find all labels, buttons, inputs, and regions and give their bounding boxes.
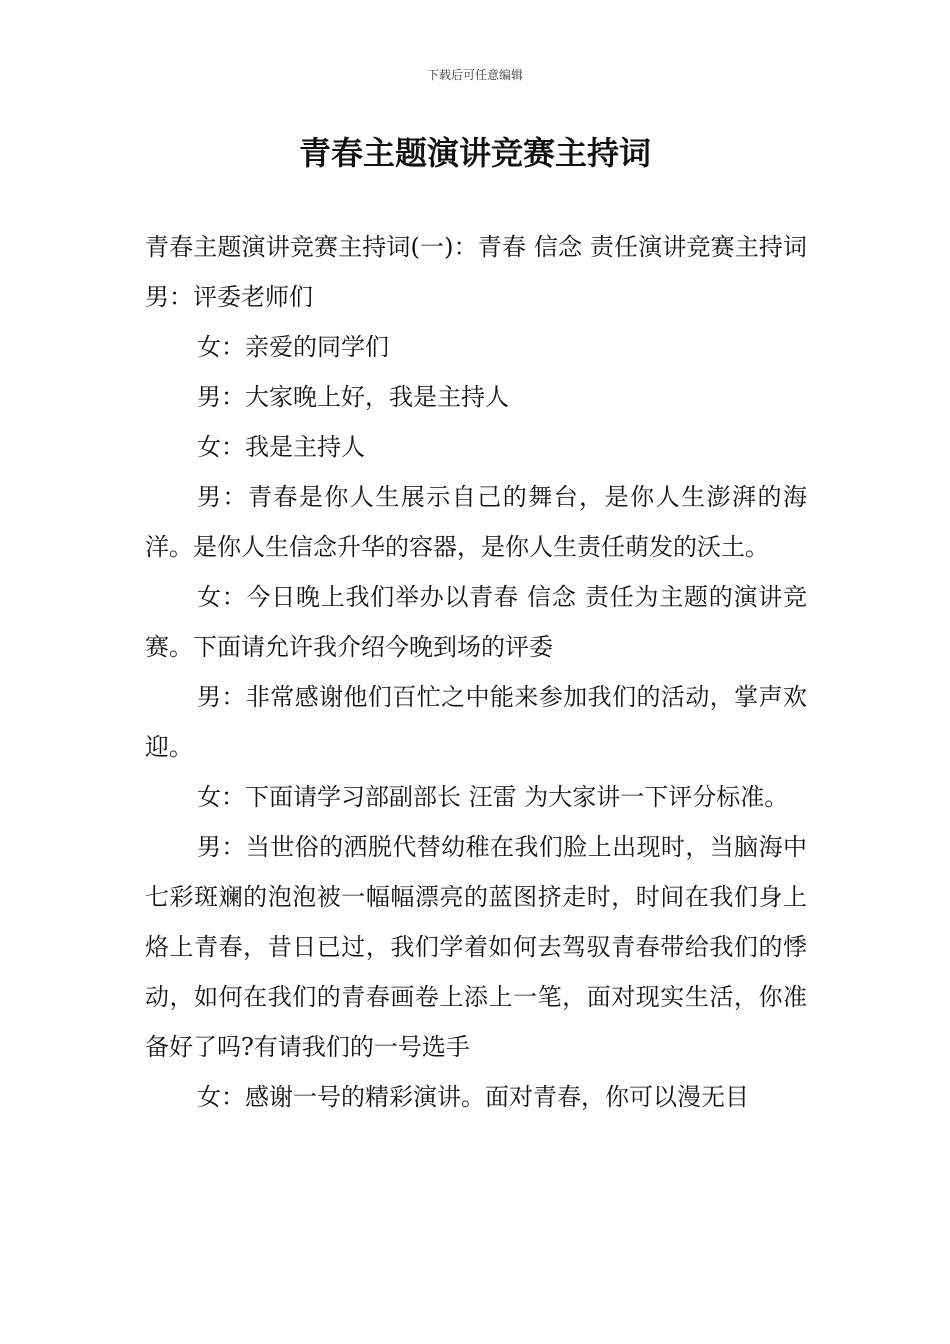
paragraph: 男：青春是你人生展示自己的舞台，是你人生澎湃的海洋。是你人生信念升华的容器，是你人生责任萌发的沃土。: [145, 483, 807, 561]
header-note: 下载后可任意编辑: [426, 68, 523, 82]
paragraph-intro: 青春主题演讲竞赛主持词(一)：青春 信念 责任演讲竞赛主持词 男：评委老师们: [145, 233, 855, 311]
paragraph: 男：非常感谢他们百忙之中能来参加我们的活动，掌声欢迎。: [145, 683, 807, 761]
paragraph: 女：感谢一号的精彩演讲。面对青春，你可以漫无目: [197, 1083, 749, 1111]
document-title: 青春主题演讲竞赛主持词: [298, 134, 651, 172]
paragraph: 女：下面请学习部副部长 汪雷 为大家讲一下评分标准。: [197, 783, 789, 811]
paragraph: 女：我是主持人: [197, 433, 365, 461]
paragraph: 男：当世俗的洒脱代替幼稚在我们脸上出现时，当脑海中七彩斑斓的泡泡被一幅幅漂亮的蓝图挤走时，时间在我们身上烙上青春，昔日已过，我们学着如何去驾驭青春带给我们的悸动，如何在我们的青春画卷上添上一笔，面对现实生活，你准备好了吗?有请我们的一号选手: [145, 833, 807, 1061]
paragraph: 女：亲爱的同学们: [197, 333, 389, 361]
paragraph: 男：大家晚上好，我是主持人: [197, 383, 509, 411]
paragraph: 女：今日晚上我们举办以青春 信念 责任为主题的演讲竞赛。下面请允许我介绍今晚到场的评委: [145, 583, 807, 661]
document-body: [145, 222, 855, 1122]
